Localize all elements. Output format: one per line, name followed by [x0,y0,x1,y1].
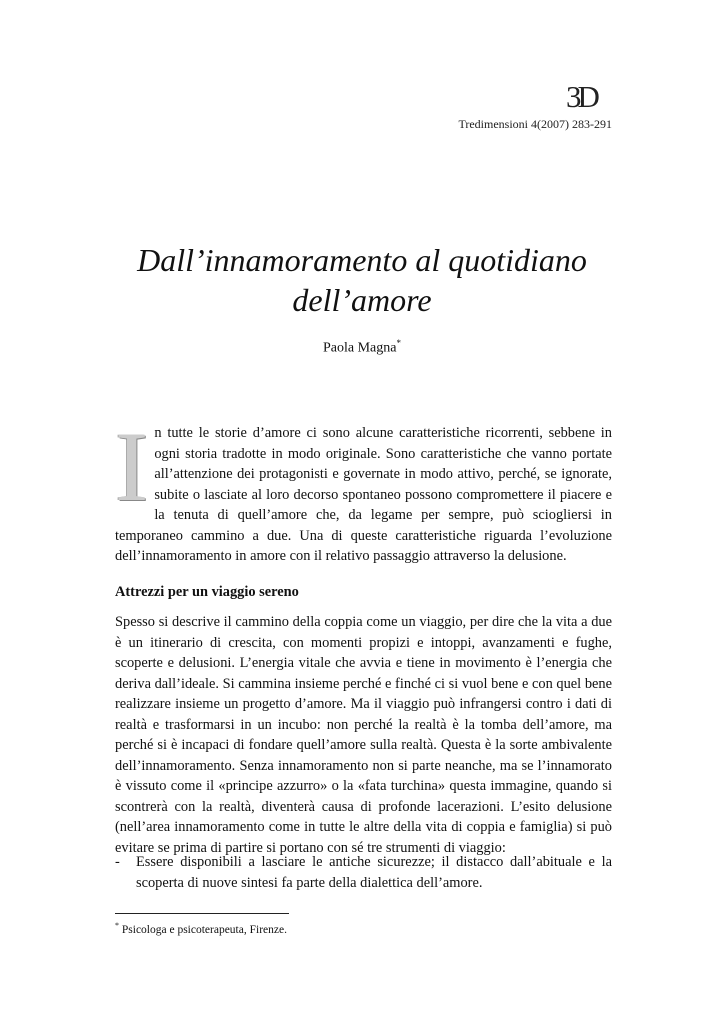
title-line-1: Dall’innamoramento al quotidiano [137,242,587,278]
list-item [115,852,612,893]
footnote [115,921,287,936]
title-line-2: dell’amore [292,282,432,318]
footnote-divider [115,913,289,914]
author-name [0,338,724,357]
article-title [0,240,724,320]
intro-paragraph [115,411,612,567]
list-item-text: Essere disponibili a lasciare le antiche sicurezze; il distacco dall’abituale e la scoperta di nuove sintesi fa parte della dialettica dell’amore. [136,854,612,891]
footnote-text: Psicologa e psicoterapeuta, Firenze. [119,923,287,936]
section-heading: Attrezzi per un viaggio sereno [115,584,299,600]
drop-cap: I [115,411,149,522]
author-text: Paola Magna [323,340,397,356]
intro-text: n tutte le storie d’amore ci sono alcune caratteristiche ricorrenti, sebbene in ogni storia tradotte in modo originale. Sono caratteristiche che vanno portate all’attenzione dei protagonisti e governate in modo attivo, perché, se ignorate, subite o lasciate al loro decorso spontaneo possono compromettere il piacere e la tenuta di quell’amore che, da legame per sempre, può sciogliersi in temporaneo cammino a due. Una di queste caratteristiche riguarda l’evoluzione dell’innamoramento in amore con il relativo passaggio attraverso la delusione. [115,425,612,564]
list-bullet: - [115,854,120,870]
journal-reference: Tredimensioni 4(2007) 283-291 [458,117,612,131]
journal-logo: 3D [566,79,596,114]
footnote-mark: * [115,921,119,930]
body-paragraph: Spesso si descrive il cammino della coppia come un viaggio, per dire che la vita a due è un itinerario di crescita, con momenti propizi e intoppi, avanzamenti e fughe, scoperte e delusioni. L’energia vitale che avvia e tiene in movimento è l’energia che deriva dall’ideale. Si cammina insieme perché e finché ci si vuol bene e con quel bene realizzare insieme un progetto d’amore. Ma il viaggio può infrangersi contro i dati di realtà e trasformarsi in un incubo: non perché la realtà è la tomba dell’amore, ma perché si è incapaci di fondare quell’amore sulla realtà. Questa è la sorte ambivalente dell’innamoramento. Senza innamoramento non si parte neanche, ma se l’innamorato è vissuto come il «principe azzurro» o la «fata turchina» questa immagine, quando si scontrerà con la realtà, diventerà causa di profonde lacerazioni. L’esito delusione (nell’area innamoramento come in tutte le altre della vita di coppia e famiglia) si può evitare se prima di partire si portano con sé tre strumenti di viaggio: [115,614,612,856]
author-footnote-mark: * [396,338,401,348]
